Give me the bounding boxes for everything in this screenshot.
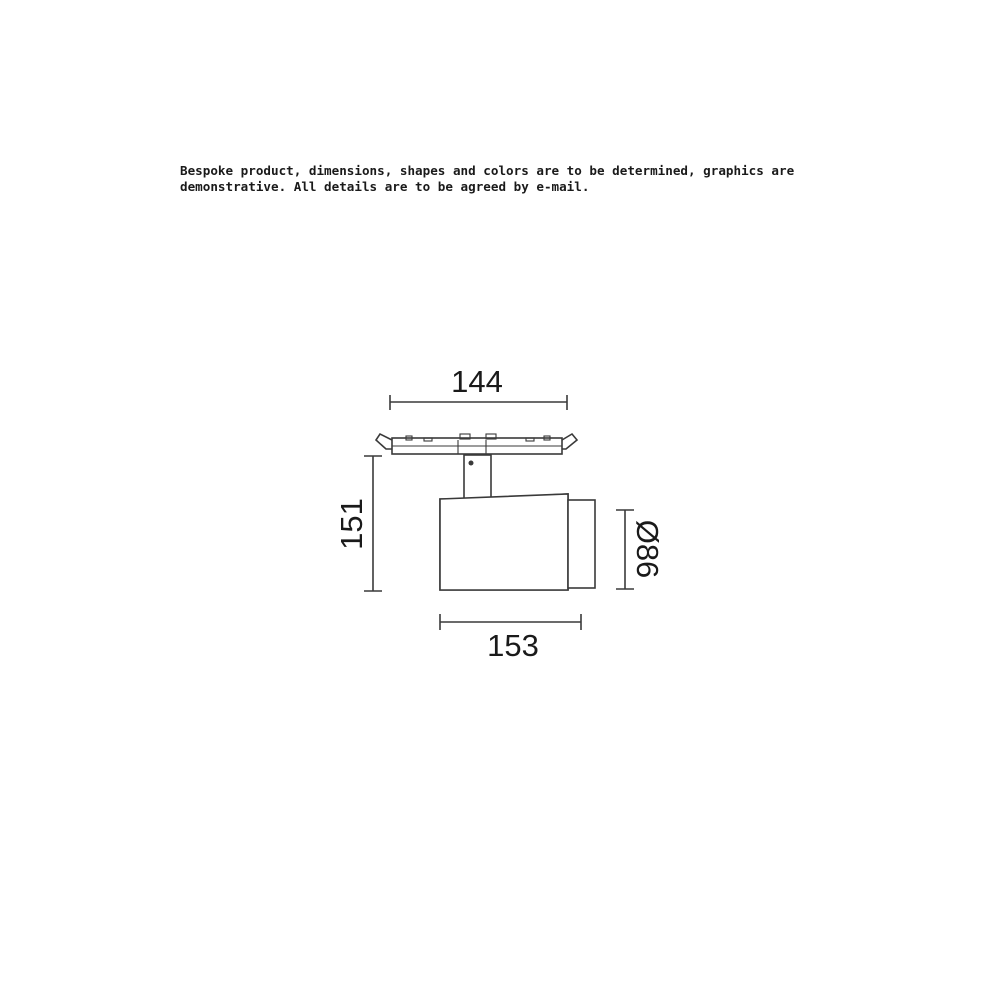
dimension-height <box>334 456 382 591</box>
track-adapter <box>376 434 577 454</box>
dimension-label-bottom-width: 153 <box>487 628 539 663</box>
disclaimer-line-2: demonstrative. All details are to be agreed by e-mail. <box>180 179 590 194</box>
dimension-label-top-width: 144 <box>451 364 503 399</box>
stem <box>464 455 491 499</box>
dimension-diameter <box>616 510 665 589</box>
disclaimer-line-1: Bespoke product, dimensions, shapes and colors are to be determined, graphics are <box>180 163 795 178</box>
dimension-bottom-width <box>440 614 581 663</box>
lamp-head <box>440 494 595 590</box>
dimension-label-diameter: Ø86 <box>630 519 665 579</box>
dimension-label-height: 151 <box>334 498 369 550</box>
dimension-top-width <box>390 364 567 410</box>
